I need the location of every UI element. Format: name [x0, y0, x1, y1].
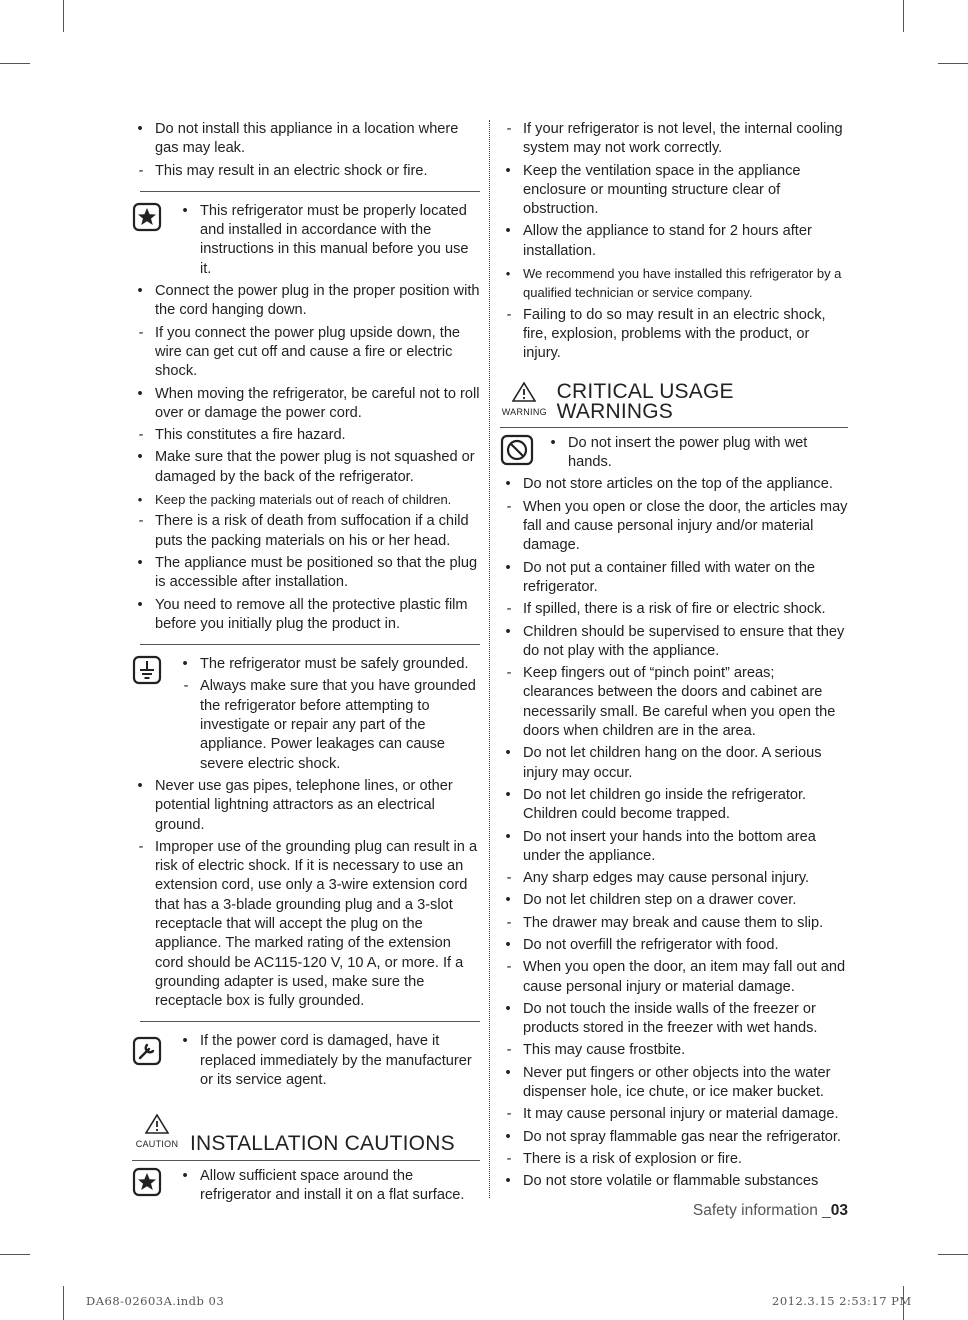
sub-item — [500, 1105, 848, 1124]
item-text: Children should be supervised to ensure that they do not play with the appliance. — [523, 623, 845, 659]
dash-marker: - — [506, 870, 512, 887]
crop-mark — [938, 63, 968, 64]
item-text: Do not install this appliance in a location where gas may leak. — [155, 121, 459, 157]
left-group-2 — [177, 202, 480, 279]
item-text: Allow the appliance to stand for 2 hours after installation. — [523, 223, 812, 259]
item-text: Never put fingers or other objects into the water dispenser hole, ice chute, or ice maker bucket. — [523, 1064, 831, 1101]
item-text: Do not store articles on the top of the appliance. — [523, 476, 833, 493]
dash-marker: - — [138, 513, 144, 530]
right-group-1 — [500, 120, 848, 364]
sub-item — [500, 306, 848, 364]
sub-item — [500, 600, 848, 619]
dash-marker: - — [506, 1042, 512, 1059]
item-text: Do not overfill the refrigerator with food. — [523, 936, 779, 953]
dash-marker: - — [138, 427, 144, 444]
left-group-5 — [132, 777, 480, 1012]
bullet-marker: • — [505, 1128, 511, 1145]
note-block-cord — [132, 1032, 480, 1090]
dash-marker: - — [506, 959, 512, 976]
bullet-item — [132, 777, 480, 835]
bullet-item — [177, 1032, 480, 1090]
sub-item — [500, 120, 848, 159]
bullet-marker: • — [137, 777, 143, 794]
bullet-item — [132, 282, 480, 321]
dash-marker: - — [506, 665, 512, 682]
bullet-marker: • — [505, 223, 511, 240]
crop-mark — [938, 1254, 968, 1255]
bullet-item — [132, 490, 480, 509]
bullet-marker: • — [505, 745, 511, 762]
left-group-1 — [132, 120, 480, 181]
item-text: It may cause personal injury or material damage. — [523, 1106, 839, 1123]
item-text: Always make sure that you have grounded the refrigerator before attempting to investigate or repair any part of the appliance. Power leakages can cause severe electric shock. — [200, 678, 476, 772]
bullet-item — [500, 559, 848, 598]
divider — [140, 644, 480, 645]
bullet-marker: • — [137, 492, 143, 508]
item-text: Allow sufficient space around the refrigerator and install it on a flat surface. — [200, 1167, 465, 1203]
item-text: The appliance must be positioned so that the plug is accessible after installation. — [155, 554, 478, 591]
bullet-marker: • — [137, 283, 143, 300]
sub-item — [500, 1041, 848, 1060]
bullet-item — [500, 1172, 848, 1191]
crop-mark — [903, 0, 904, 32]
bullet-item — [500, 786, 848, 825]
sub-item — [500, 958, 848, 997]
bullet-item — [132, 554, 480, 593]
item-text: Do not let children go inside the refrigerator. Children could become trapped. — [523, 786, 807, 823]
bullet-marker: • — [137, 121, 143, 137]
dash-marker: - — [506, 914, 512, 931]
bullet-item — [132, 120, 480, 159]
warning-heading — [500, 382, 848, 422]
right-group-2 — [545, 434, 848, 473]
item-text: The refrigerator must be safely grounded. — [200, 656, 469, 673]
warning-label: WARNING — [501, 406, 547, 417]
bullet-marker: • — [137, 596, 143, 613]
warning-title: CRITICAL USAGE WARNINGS — [556, 380, 734, 423]
page-number: 03 — [830, 1202, 848, 1219]
crop-mark — [0, 1254, 30, 1255]
bullet-marker: • — [182, 656, 188, 673]
dash-marker: - — [506, 1150, 512, 1167]
note-block-wet-hands — [500, 434, 848, 473]
bullet-marker: • — [550, 434, 556, 451]
bullet-item — [177, 655, 480, 674]
bullet-marker: • — [137, 385, 143, 402]
caution-badge — [132, 1114, 182, 1154]
left-group-3 — [132, 282, 480, 634]
bullet-marker: • — [505, 623, 511, 640]
item-text: This constitutes a fire hazard. — [155, 427, 346, 444]
bullet-marker: • — [505, 786, 511, 803]
item-text: Failing to do so may result in an electric shock, fire, explosion, problems with the product, or injury. — [523, 306, 826, 362]
warning-triangle-icon — [145, 1114, 169, 1134]
left-group-4 — [177, 655, 480, 774]
warning-triangle-icon — [512, 382, 536, 402]
bullet-marker: • — [505, 1064, 511, 1081]
bullet-item — [177, 202, 480, 279]
item-text: If your refrigerator is not level, the internal cooling system may not work correctly. — [523, 121, 843, 157]
prohibit-icon — [500, 434, 534, 468]
dash-marker: - — [183, 678, 189, 695]
caution-label: CAUTION — [135, 1139, 179, 1150]
bullet-item — [132, 596, 480, 635]
item-text: Do not insert your hands into the bottom area under the appliance. — [523, 828, 816, 864]
item-text: Improper use of the grounding plug can result in a risk of electric shock. If it is necessary to use an extension cord, use only a 3-wire extension cord that has a 3-blade grounding plug and a 3-slot receptacle that will accept the plug on the appliance. The marked rating of the extension cord should be AC115-120 V, 10 A, or more. If a grounding adapter is used, make sure the receptacle box is fully grounded. — [155, 838, 478, 1010]
item-text: This may result in an electric shock or fire. — [155, 162, 428, 179]
item-text: If you connect the power plug upside down, the wire can get cut off and cause a fire or electric shock. — [155, 324, 461, 380]
bullet-marker: • — [505, 476, 511, 493]
item-text: This refrigerator must be properly located and installed in accordance with the instructions in this manual before you use it. — [200, 202, 469, 277]
bullet-item — [132, 385, 480, 424]
dash-marker: - — [506, 1106, 512, 1123]
note-block-space — [132, 1167, 480, 1206]
item-text: When you open or close the door, the articles may fall and cause personal injury and/or material damage. — [523, 498, 848, 554]
item-text: The drawer may break and cause them to slip. — [523, 914, 824, 931]
dash-marker: - — [138, 162, 144, 179]
heading-underline — [500, 427, 848, 428]
bullet-marker: • — [505, 936, 511, 953]
heading-underline — [132, 1160, 480, 1161]
sub-item — [500, 498, 848, 556]
column-separator — [489, 120, 490, 1198]
bullet-marker: • — [505, 162, 511, 179]
dash-marker: - — [506, 121, 512, 137]
item-text: Any sharp edges may cause personal injury. — [523, 870, 810, 887]
bullet-marker: • — [505, 1173, 511, 1190]
bullet-item — [500, 891, 848, 910]
sub-item — [500, 869, 848, 888]
bullet-item — [500, 1128, 848, 1147]
bullet-item — [500, 744, 848, 783]
item-text: Keep the packing materials out of reach of children. — [155, 492, 452, 508]
bullet-item — [500, 936, 848, 955]
bullet-marker: • — [182, 202, 188, 219]
bullet-item — [500, 264, 848, 303]
bullet-item — [500, 1064, 848, 1103]
bullet-marker: • — [182, 1033, 188, 1050]
crop-mark — [63, 0, 64, 32]
crop-mark — [63, 1286, 64, 1320]
item-text: You need to remove all the protective plastic film before you initially plug the product in. — [155, 596, 468, 632]
bullet-item — [500, 475, 848, 494]
item-text: Never use gas pipes, telephone lines, or other potential lightning attractors as an electrical ground. — [155, 777, 453, 833]
dash-marker: - — [138, 838, 144, 855]
item-text: Keep fingers out of “pinch point” areas; clearances between the doors and cabinet are necessarily small. Be careful when you open the doors when children are in the area. — [523, 665, 836, 740]
item-text: There is a risk of explosion or fire. — [523, 1150, 742, 1167]
bullet-marker: • — [505, 1000, 511, 1017]
item-text: This may cause frostbite. — [523, 1042, 686, 1059]
sub-item — [132, 162, 480, 181]
left-group-7 — [177, 1167, 480, 1206]
bullet-marker: • — [505, 892, 511, 909]
slug-date: 2012.3.15 2:53:17 PM — [772, 1294, 912, 1308]
bullet-item — [545, 434, 848, 473]
bullet-item — [500, 828, 848, 867]
item-text: When you open the door, an item may fall out and cause personal injury or material damage. — [523, 959, 846, 995]
bullet-item — [500, 1000, 848, 1039]
star-note-icon — [132, 202, 166, 236]
ground-icon — [132, 655, 166, 689]
bullet-marker: • — [505, 266, 511, 282]
sub-item — [177, 677, 480, 773]
item-text: Do not put a container filled with water on the refrigerator. — [523, 559, 816, 595]
sub-item — [132, 426, 480, 445]
warning-badge — [500, 382, 549, 422]
bullet-item — [177, 1167, 480, 1206]
dash-marker: - — [506, 306, 512, 323]
bullet-item — [500, 162, 848, 220]
item-text: Do not store volatile or flammable substances — [523, 1173, 819, 1190]
right-group-3 — [500, 475, 848, 1191]
item-text: Do not touch the inside walls of the freezer or products stored in the freezer with wet hands. — [523, 1000, 818, 1037]
bullet-marker: • — [182, 1167, 188, 1184]
item-text: There is a risk of death from suffocation if a child puts the packing materials on his or her head. — [155, 513, 469, 549]
item-text: Do not insert the power plug with wet hands. — [568, 434, 808, 471]
bullet-item — [500, 623, 848, 662]
item-text: Keep the ventilation space in the appliance enclosure or mounting structure clear of obstruction. — [523, 162, 801, 218]
right-column — [500, 120, 848, 1195]
item-text: When moving the refrigerator, be careful not to roll over or damage the power cord. — [155, 385, 480, 421]
item-text: Do not spray flammable gas near the refrigerator. — [523, 1128, 841, 1145]
sub-item — [132, 838, 480, 1012]
dash-marker: - — [506, 498, 512, 515]
slug-file: DA68-02603A.indb 03 — [86, 1294, 225, 1308]
item-text: If the power cord is damaged, have it replaced immediately by the manufacturer or its service agent. — [200, 1033, 472, 1089]
sub-item — [132, 324, 480, 382]
sub-item — [132, 512, 480, 551]
item-text: We recommend you have installed this refrigerator by a qualified technician or service company. — [523, 266, 842, 301]
sub-item — [500, 1150, 848, 1169]
item-text: If spilled, there is a risk of fire or electric shock. — [523, 601, 826, 618]
divider — [140, 191, 480, 192]
crop-mark — [0, 63, 30, 64]
note-block-ground — [132, 655, 480, 774]
note-block-install — [132, 202, 480, 279]
dash-marker: - — [138, 324, 144, 341]
left-group-6 — [177, 1032, 480, 1090]
bullet-item — [132, 448, 480, 487]
item-text: Do not let children hang on the door. A serious injury may occur. — [523, 745, 822, 781]
bullet-marker: • — [137, 449, 143, 466]
item-text: Connect the power plug in the proper position with the cord hanging down. — [155, 283, 480, 319]
tool-icon — [132, 1036, 166, 1070]
bullet-item — [500, 222, 848, 261]
dash-marker: - — [506, 601, 512, 618]
left-column — [132, 120, 480, 1208]
page-footer — [693, 1202, 848, 1220]
caution-heading — [132, 1114, 480, 1154]
bullet-marker: • — [505, 828, 511, 845]
sub-item — [500, 664, 848, 741]
item-text: Make sure that the power plug is not squashed or damaged by the back of the refrigerator. — [155, 449, 475, 485]
footer-label: Safety information _ — [692, 1202, 831, 1219]
star-note-icon — [132, 1167, 166, 1201]
item-text: Do not let children step on a drawer cover. — [523, 892, 797, 909]
sub-item — [500, 914, 848, 933]
bullet-marker: • — [505, 559, 511, 576]
bullet-marker: • — [137, 554, 143, 571]
caution-title: INSTALLATION CAUTIONS — [190, 1132, 455, 1156]
divider — [140, 1021, 480, 1022]
